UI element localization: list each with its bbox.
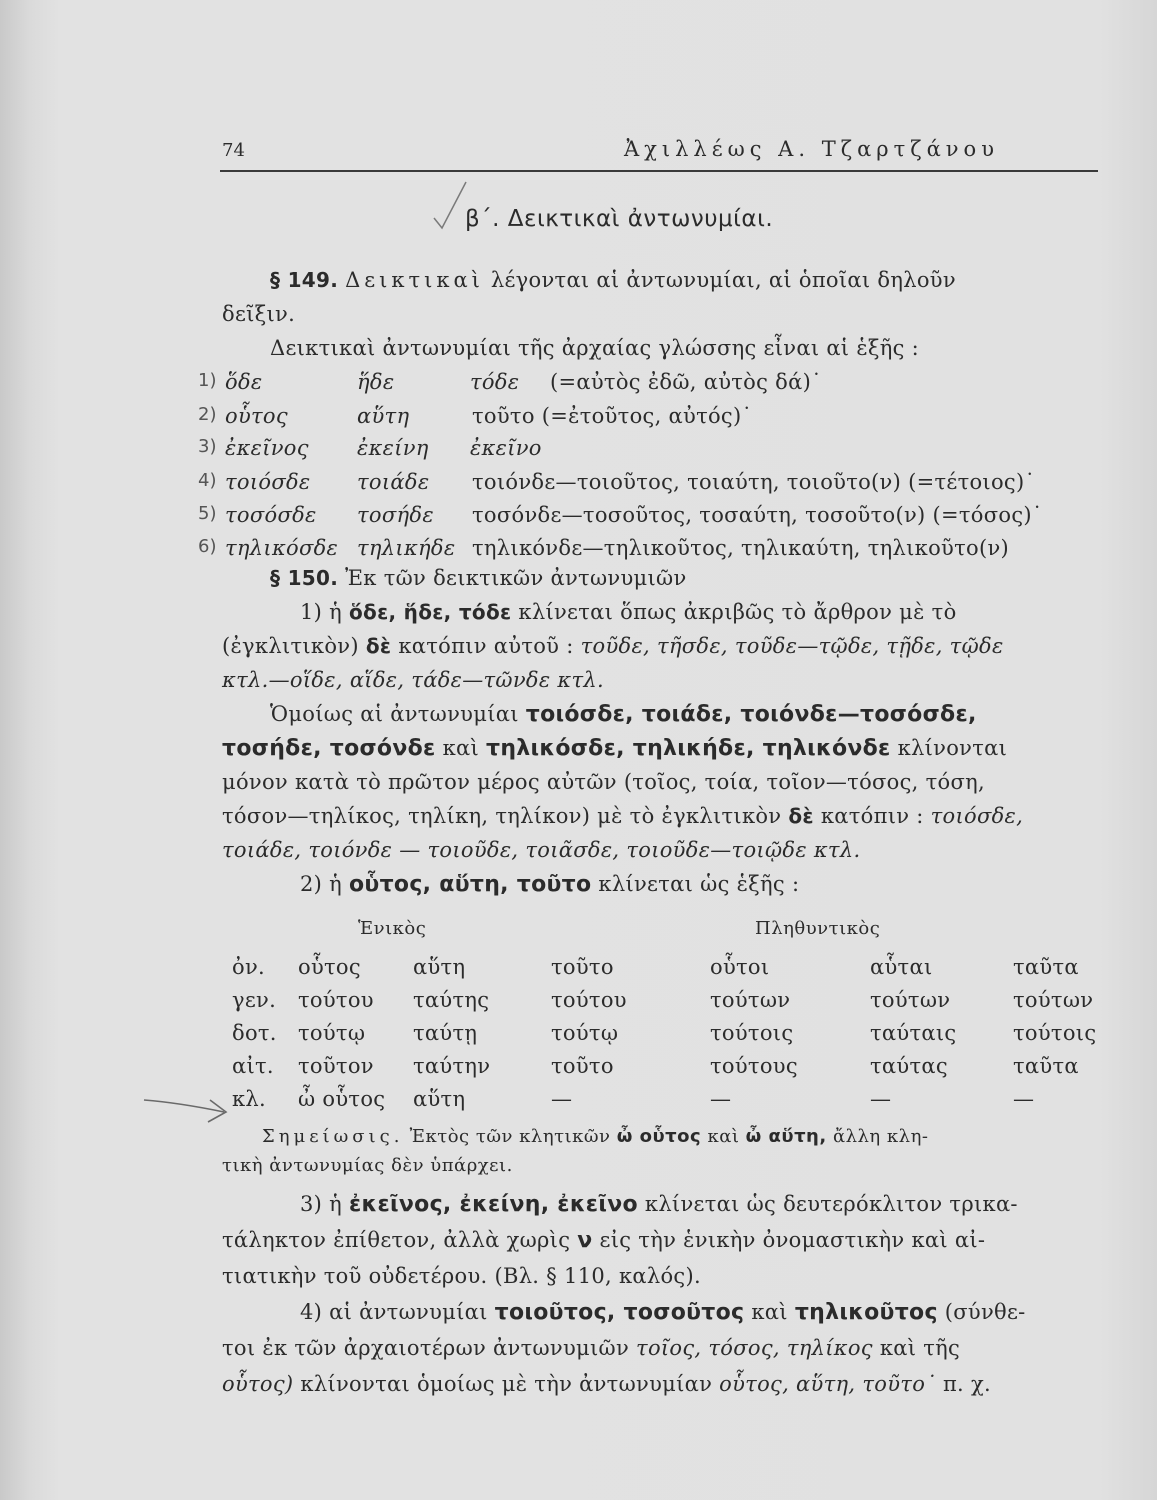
declension-cell: τούτων (870, 988, 951, 1012)
case-label: κλ. (232, 1087, 267, 1111)
paragraph-149-line2: δεῖξιν. (222, 302, 296, 326)
header-rule (220, 170, 1098, 172)
feminine-form: ἥδε (357, 370, 395, 394)
item1-line2: (ἐγκλιτικὸν) δὲ κατόπιν αὐτοῦ : τοῦδε, τῆσδε, τοῦδε—τῷδε, τῇδε, τῷδε (222, 634, 1004, 658)
item3-line1: 3) ἡ ἐκεῖνος, ἐκείνη, ἐκεῖνο κλίνεται ὡς δευτερόκλιτον τρικα- (300, 1192, 1018, 1217)
masculine-form: οὗτος (225, 404, 288, 428)
item4-line2: τοι ἐκ τῶν ἀρχαιοτέρων ἀντωνυμιῶν τοῖος, τόσος, τηλίκος καὶ τῆς (222, 1336, 961, 1360)
feminine-form: αὕτη (357, 404, 410, 428)
neuter-form: τόδε (470, 370, 520, 394)
page-number: 74 (222, 140, 245, 161)
margin-number: 4) (198, 470, 217, 491)
margin-number: 2) (198, 404, 217, 425)
declension-cell: τούτῳ (551, 1021, 619, 1045)
section-title: β΄. Δεικτικαὶ ἀντωνυμίαι. (465, 206, 774, 232)
pencil-check-mark (430, 180, 470, 232)
declension-cell: τοῦτο (551, 1054, 614, 1078)
declension-cell: — (1013, 1087, 1035, 1111)
pronoun-gloss: τηλικόνδε—τηλικοῦτος, τηλικαύτη, τηλικοῦτο(ν) (472, 536, 1010, 560)
item3-line3: τιατικὴν τοῦ οὐδετέρου. (Βλ. § 110, καλός). (222, 1264, 701, 1288)
similar-line4: τόσον—τηλίκος, τηλίκη, τηλίκον) μὲ τὸ ἐγκλιτικὸν δὲ κατόπιν : τοιόσδε, (222, 804, 1024, 828)
case-label: ὀν. (232, 955, 265, 979)
item1-line1: 1) ἡ ὅδε, ἥδε, τόδε κλίνεται ὅπως ἀκριβῶς τὸ ἄρθρον μὲ τὸ (300, 600, 957, 624)
masculine-form: τοιόσδε (225, 470, 311, 494)
singular-label: Ἑνικὸς (358, 918, 427, 939)
note-line2: τικὴ ἀντωνυμίας δὲν ὑπάρχει. (222, 1155, 513, 1176)
case-label: αἰτ. (232, 1054, 274, 1078)
paragraph-number: § 149. (270, 268, 339, 292)
declension-cell: οὗτος (298, 955, 361, 979)
declension-cell: — (710, 1087, 732, 1111)
declension-cell: τούτοις (1013, 1021, 1097, 1045)
declension-cell: ταῦτα (1013, 1054, 1079, 1078)
pronoun-gloss: τοῦτο (=ἐτοῦτος, αὐτός)˙ (472, 404, 753, 428)
feminine-form: τοσήδε (357, 503, 434, 527)
declension-cell: — (551, 1087, 573, 1111)
feminine-form: τηλικήδε (357, 536, 456, 560)
declension-cell: οὗτοι (710, 955, 770, 979)
masculine-form: ἐκεῖνος (225, 436, 309, 460)
similar-line3: μόνον κατὰ τὸ πρῶτον μέρος αὐτῶν (τοῖος, τοία, τοῖον—τόσος, τόση, (222, 770, 985, 794)
paragraph-149-line1: § 149. Δεικτικαὶ λέγονται αἱ ἀντωνυμίαι, αἱ ὁποῖαι δηλοῦν (270, 268, 956, 292)
neuter-form: ἐκεῖνο (470, 436, 542, 460)
declension-cell: αὕτη (413, 955, 466, 979)
declension-cell: τούτοις (710, 1021, 794, 1045)
declension-cell: — (870, 1087, 892, 1111)
item4-line1: 4) αἱ ἀντωνυμίαι τοιοῦτος, τοσοῦτος καὶ τηλικοῦτος (σύνθε- (300, 1300, 1026, 1325)
similar-line1: Ὁμοίως αἱ ἀντωνυμίαι τοιόσδε, τοιάδε, τοιόνδε—τοσόσδε, (270, 702, 977, 727)
paragraph-150-line1: § 150. Ἐκ τῶν δεικτικῶν ἀντωνυμιῶν (270, 566, 687, 590)
case-label: δοτ. (232, 1021, 277, 1045)
declension-cell: τούτων (1013, 988, 1094, 1012)
feminine-form: τοιάδε (357, 470, 430, 494)
declension-cell: τούτῳ (298, 1021, 366, 1045)
margin-number: 5) (198, 503, 217, 524)
note-line1: Σημείωσις. Ἐκτὸς τῶν κλητικῶν ὦ οὗτος καὶ ὦ αὕτη, ἄλλη κλη- (262, 1126, 929, 1147)
declension-cell: ταύτας (870, 1054, 948, 1078)
margin-number: 3) (198, 436, 217, 457)
declension-cell: αὕτη (413, 1087, 466, 1111)
similar-line5: τοιάδε, τοιόνδε — τοιοῦδε, τοιᾶσδε, τοιοῦδε—τοιῷδε κτλ. (222, 838, 861, 862)
emphasized-term: Δεικτικαὶ (345, 268, 484, 292)
item1-line3: κτλ.—οἵδε, αἵδε, τάδε—τῶνδε κτλ. (222, 668, 604, 692)
declension-cell: τούτου (298, 988, 374, 1012)
running-title: Ἀχιλλέως Α. Τζαρτζάνου (624, 137, 999, 161)
margin-number: 6) (198, 536, 217, 557)
item2-line: 2) ἡ οὗτος, αὕτη, τοῦτο κλίνεται ὡς ἑξῆς : (300, 872, 800, 897)
margin-number: 1) (198, 370, 217, 391)
declension-cell: ταύτης (413, 988, 490, 1012)
pronoun-gloss: τοιόνδε—τοιοῦτος, τοιαύτη, τοιοῦτο(ν) (=τέτοιος)˙ (472, 470, 1036, 494)
declension-cell: ταύτην (413, 1054, 491, 1078)
declension-cell: ταῦτα (1013, 955, 1079, 979)
masculine-form: ὅδε (225, 370, 263, 394)
declension-cell: τοῦτον (298, 1054, 374, 1078)
similar-line2: τοσήδε, τοσόνδε καὶ τηλικόσδε, τηλικήδε, τηλικόνδε κλίνονται (222, 736, 1008, 761)
declension-cell: τούτων (710, 988, 791, 1012)
plural-label: Πληθυντικὸς (755, 918, 881, 939)
declension-cell: τοῦτο (551, 955, 614, 979)
item3-line2: τάληκτον ἐπίθετον, ἀλλὰ χωρὶς ν εἰς τὴν ἑνικὴν ὀνομαστικὴν καὶ αἰ- (222, 1228, 986, 1253)
masculine-form: τοσόσδε (225, 503, 317, 527)
masculine-form: τηλικόσδε (225, 536, 339, 560)
declension-cell: ταύτῃ (413, 1021, 478, 1045)
declension-cell: ὦ οὗτος (298, 1087, 386, 1111)
declension-cell: τούτου (551, 988, 627, 1012)
item4-line3: οὗτος) κλίνονται ὁμοίως μὲ τὴν ἀντωνυμίαν οὗτος, αὕτη, τοῦτο˙ π. χ. (222, 1372, 991, 1396)
declension-cell: ταύταις (870, 1021, 957, 1045)
declension-cell: αὗται (870, 955, 933, 979)
feminine-form: ἐκείνη (357, 436, 429, 460)
pencil-arrow-mark (140, 1088, 232, 1128)
paragraph-149-line3: Δεικτικαὶ ἀντωνυμίαι τῆς ἀρχαίας γλώσσης εἶναι αἱ ἑξῆς : (270, 336, 920, 360)
pronoun-gloss: τοσόνδε—τοσοῦτος, τοσαύτη, τοσοῦτο(ν) (=τόσος)˙ (472, 503, 1043, 527)
declension-cell: τούτους (710, 1054, 798, 1078)
case-label: γεν. (232, 988, 277, 1012)
pronoun-gloss: (=αὐτὸς ἐδῶ, αὐτὸς δά)˙ (550, 370, 822, 394)
